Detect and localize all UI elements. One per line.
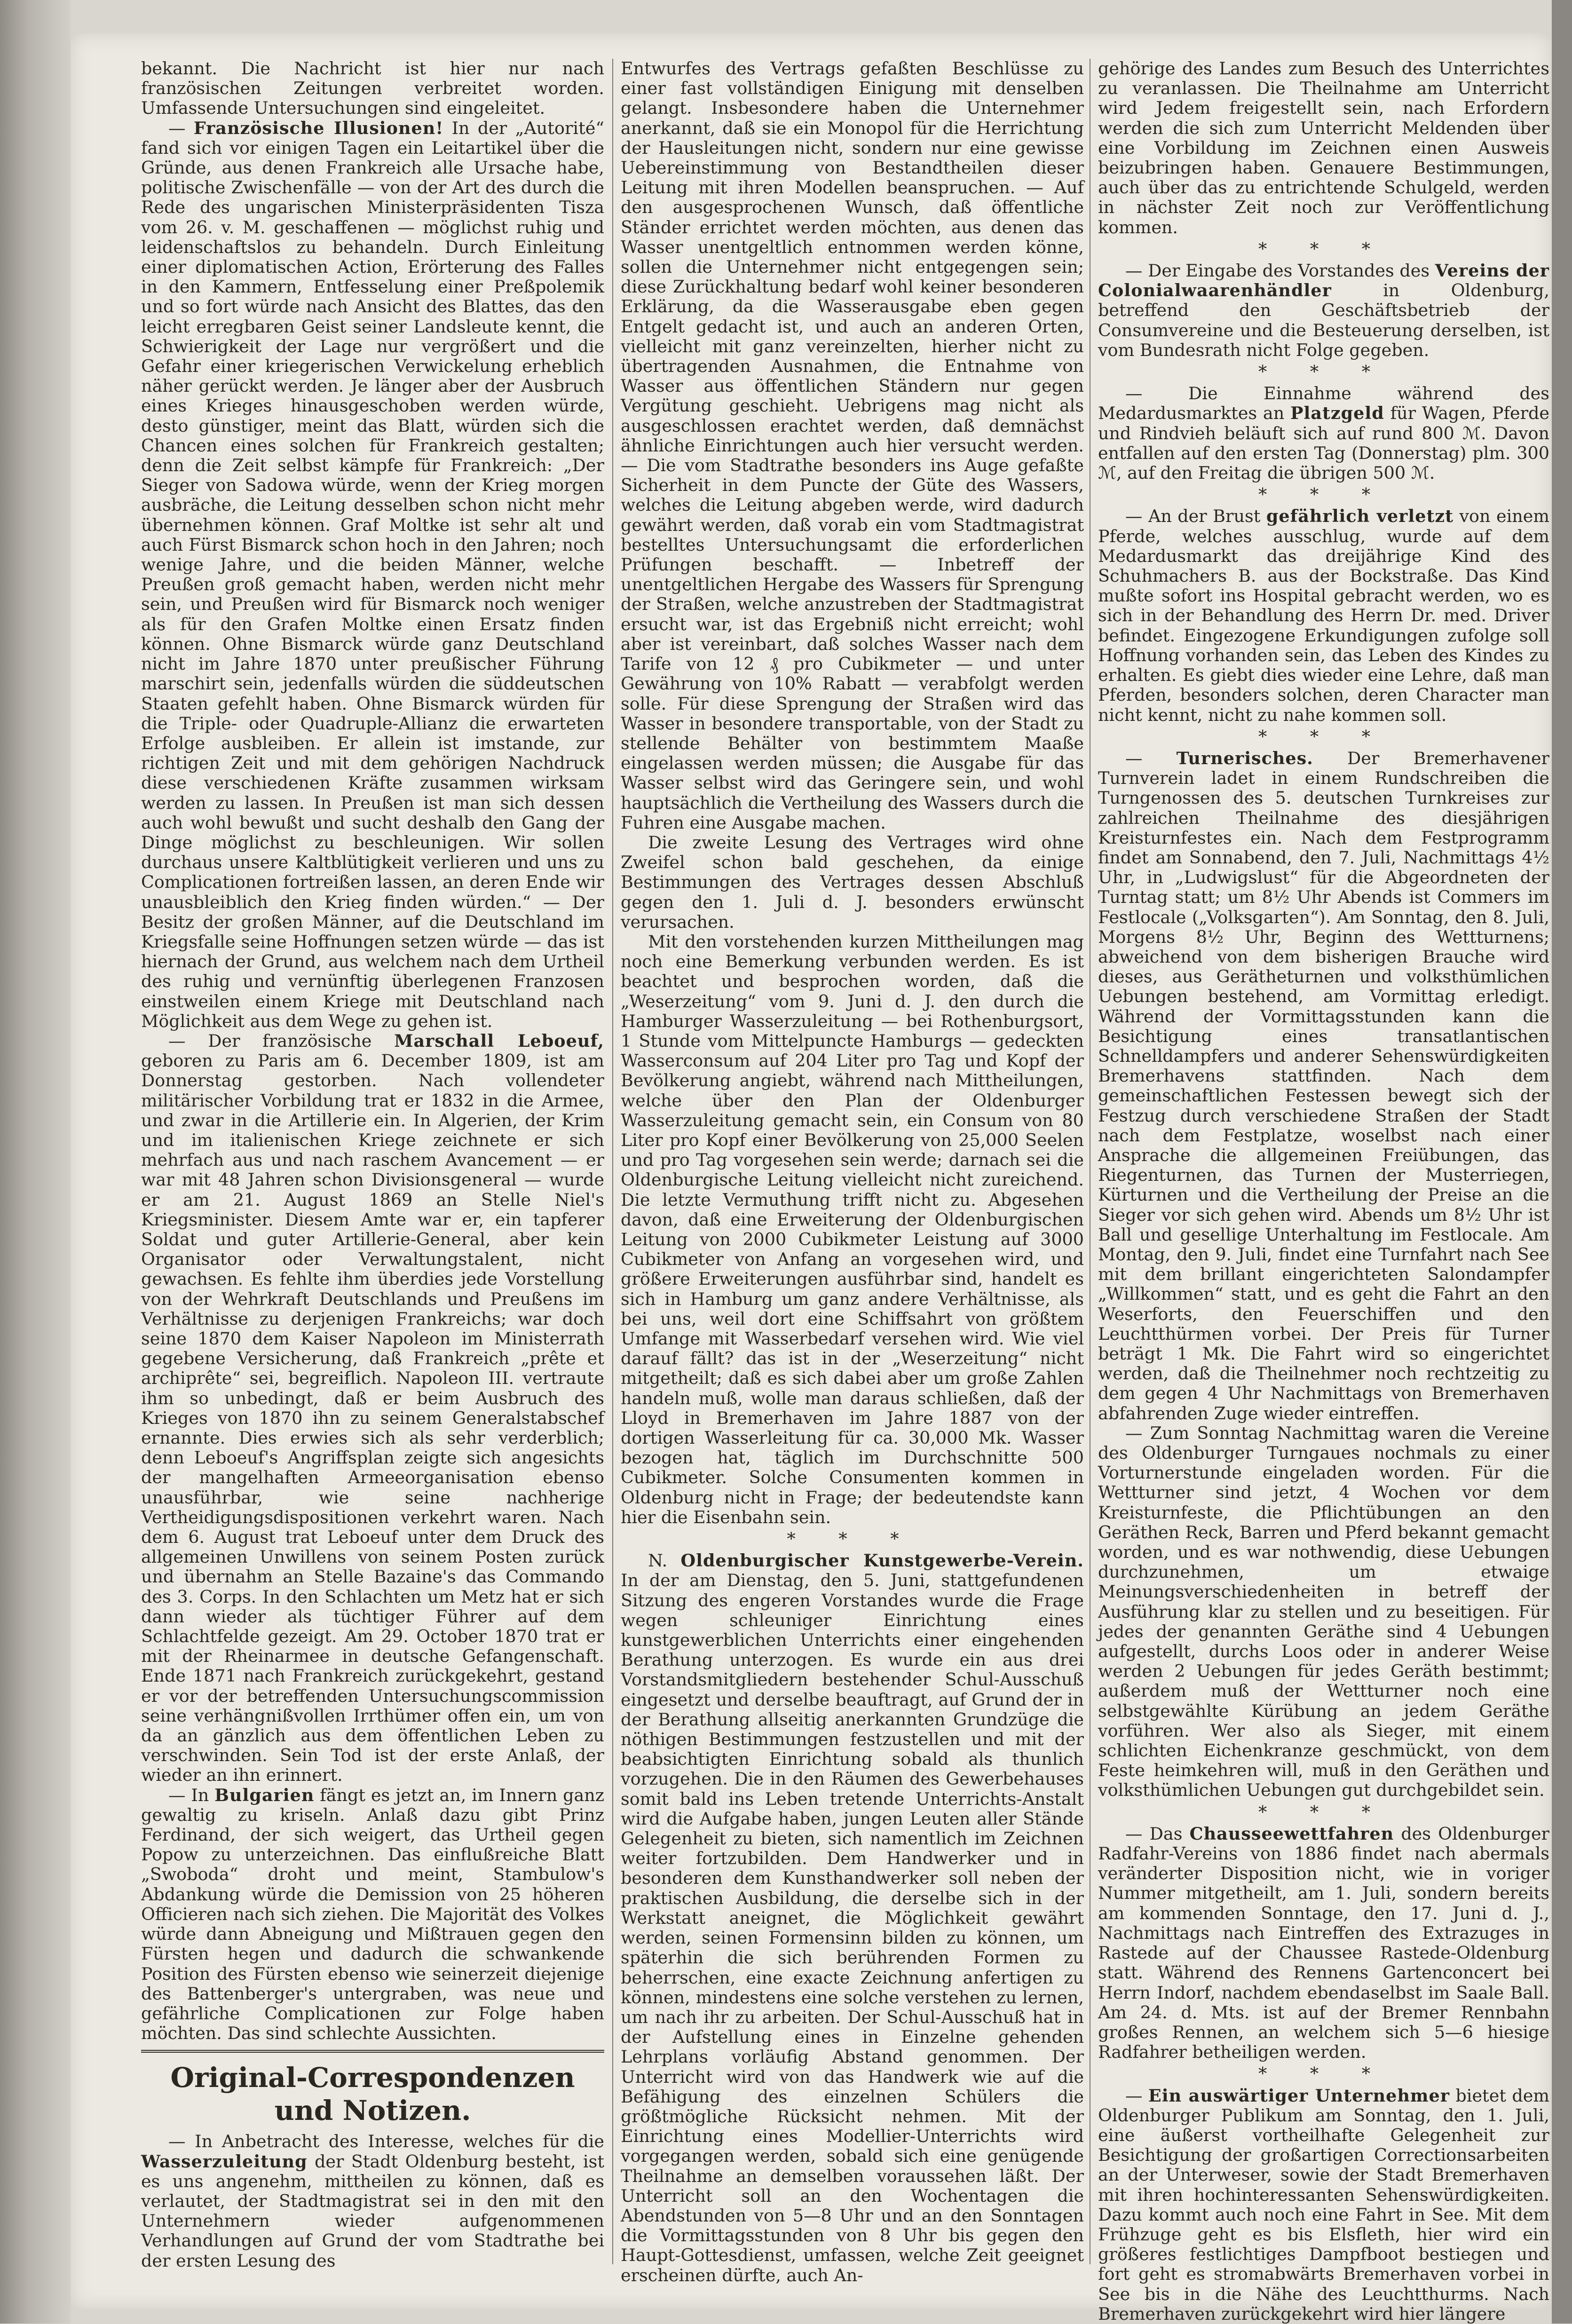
article-text: In der am Dienstag, den 5. Juni, stattgefundenen Sitzung des engeren Vorstandes wurde die Frage wegen schleuniger Einrichtung eines kunstgewerblichen Unterrichts einer eingehenden Berathung unterzogen. Es wurde ein aus drei Vorstandsmitgliedern bestehender Schul-Ausschuß eingesetzt und derselbe beauftragt, auf Grund der in der Berathung allseitig anerkannten Grundzüge die nöthigen Bestimmungen festzustellen und mit der beabsichtigten Einrichtung sobald als thunlich vorzugehen. Die in den Räumen des Gewerbehauses somit bald ins Leben tretende Unterrichts-Anstalt wird die Aufgabe haben, jungen Leuten aller Stände Gelegenheit zu bieten, sich namentlich im Zeichnen weiter fortzubilden. Dem Handwerker und in besonderen dem Kunsthandwerker soll neben der praktischen Ausbildung, die derselbe sich in der Werkstatt aneignet, die Möglichkeit gewährt werden, seinen Formensinn bilden zu können, um späterhin die sich berührenden Formen zu beherrschen, eine exacte Zeichnung anfertigen zu können, mindestens eine solche verstehen zu lernen, um nach ihr zu arbeiten. Der Schul-Ausschuß hat in der Aufstellung eines in Einzelne gehenden Lehrplans vorläufig Abstand genommen. Der Unterricht wird von das Handwerk wie auf die Befähigung des einzelnen Schülers die größtmögliche Rücksicht nehmen. Mit der Einrichtung eines Modellier-Unterrichts wird vorgegangen werden, sobald sich eine genügende Theilnahme an demselben voraussehen läßt. Der Unterricht soll an den Wochentagen die Abendstunden von 5—8 Uhr und an den Sonntagen die Vormittagsstunden von 8 Uhr bis gegen den Haupt-Gottesdienst, umfassen, welche Zeit geeignet erscheinen dürfte, auch An- [621,1570,1084,2285]
column-1 [141,58,604,2271]
article-text: In der „Autorité“ fand sich vor einigen Tagen ein Leitartikel über die Gründe, aus denen Frankreich alle Ursache habe, politische Zwischenfälle — von der Art des durch die Rede des ungarischen Ministerpräsidenten Tisza vom 26. v. M. geschaffenen — möglichst ruhig und leidenschaftslos zu behandeln. Durch Einleitung einer diplomatischen Action, Erörterung des Falles in den Kammern, Entfesselung einer Preßpolemik und so fort würde nach Ansicht des Blattes, das den leicht erregbaren Geist seiner Landsleute kennt, die Schwierigkeit der Lage nur vergrößert und die Gefahr einer kriegerischen Verwickelung erheblich näher gerückt werden. Je länger aber der Ausbruch eines Krieges hinausgeschoben werden würde, desto günstiger, meint das Blatt, würden sich die Chancen eines solchen für Frankreich gestalten; denn die Zeit selbst kämpfe für Frankreich: „Der Sieger von Sadowa würde, wenn der Krieg morgen ausbräche, die Leitung desselben schon nicht mehr übernehmen können. Graf Moltke ist sehr alt und auch Fürst Bismarck schon hoch in den Jahren; noch wenige Jahre, und die beiden Männer, welche Preußen groß gemacht haben, werden nicht mehr sein, und Preußen wird für Bismarck noch weniger als für den Grafen Moltke einen Ersatz finden können. Ohne Bismarck würde ganz Deutschland nicht im Jahre 1870 unter preußischer Führung marschirt sein, jedenfalls würden die süddeutschen Staaten gefehlt haben. Ohne Bismarck würden für die Triple- oder Quadruple-Allianz die erwarteten Erfolge ausbleiben. Er allein ist imstande, zur richtigen Zeit und mit dem gehörigen Nachdruck diese verschiedenen Kräfte zusammen wirksam werden zu lassen. In Preußen ist man sich dessen auch wohl bewußt und sucht deshalb den Gang der Dinge möglichst zu beschleunigen. Wir sollen durchaus unsere Kaltblütigkeit verlieren und uns zu Complicationen fortreißen lassen, an deren Ende wir unausbleiblich den Krieg finden würden.“ — Der Besitz der großen Männer, auf die Deutschland im Kriegsfalle seine Hoffnungen setzen würde — das ist hiernach der Grund, aus welchem nach dem Urtheil des ruhig und vernünftig überlegenen Franzosen einstweilen einem Kriege mit Deutschland nach Möglichkeit aus dem Wege zu gehen ist. [141,118,604,1031]
book-binding-edge [0,0,71,2324]
article-text: Entwurfes des Vertrags gefaßten Beschlüsse zu einer fast vollständigen Einigung mit denselben gelangt. Insbesondere haben die Unternehmer anerkannt, daß sie ein Monopol für die Herrichtung der Hausleitungen nicht, sondern nur eine gewisse Uebereinstimmung von Bestandtheilen dieser Leitung mit ihren Modellen beanspruchen. — Auf den ausgesprochenen Wunsch, daß öffentliche Ständer errichtet werden möchten, aus denen das Wasser unentgeltlich entnommen werden könne, sollen die Unternehmer nicht entgegengen sein; diese Zurückhaltung bedarf wohl keiner besonderen Erklärung, da die Wasserausgabe eben gegen Entgelt gedacht ist, und auch an anderen Orten, vielleicht mit ganz vereinzelten, hierher nicht zu übertragenden Ausnahmen, die Entnahme von Wasser aus öffentlichen Ständern nur gegen Vergütung geschieht. Uebrigens mag nicht als ausgeschlossen erachtet werden, daß demnächst ähnliche Einrichtungen auch hier versucht werden. — Die vom Stadtrathe besonders ins Auge gefaßte Sicherheit in dem Puncte der Güte des Wassers, welches die Leitung abgeben werde, wird dadurch gewährt werden, daß vorab ein vom Stadtmagistrat bestelltes Untersuchungsamt die erforderlichen Prüfungen beschafft. — Inbetreff der unentgeltlichen Hergabe des Wassers für Sprengung der Straßen, welche anzustreben der Stadtmagistrat ersucht war, ist das Ergebniß nicht erreicht; wohl aber ist vereinbart, daß solches Wasser nach dem Tarife von 12 ₰ pro Cubikmeter — und unter Gewährung von 10% Rabatt — verabfolgt werden solle. Für diese Sprengung der Straßen wird das Wasser in besondere transportable, von der Stadt zu stellende Behälter von bestimmtem Maaße eingelassen werden müssen; die Ausgabe für das Wasser selbst wird das Geringere sein, und wohl hauptsächlich die Vertheilung des Wassers durch die Fuhren eine Ausgabe machen. [621,58,1084,833]
article-cycling-race [1098,1824,1549,2062]
separator-stars: * * * [1258,238,1389,259]
article-text: von einem Pferde, welches ausschlug, wurde auf dem Medardusmarkt das dreijährige Kind des Schuhmachers B. aus der Bockstraße. Das Kind mußte sofort ins Hospital gebracht werden, wo es sich in der Behandlung des Herrn Dr. med. Driver befindet. Eingezogene Erkundigungen zufolge soll Hoffnung vorhanden sein, das Leben des Kindes zu erhalten. Es giebt dies wieder eine Lehre, daß man Pferden, besonders solchen, deren Character man nicht kennt, nicht zu nahe kommen soll. [1098,506,1549,725]
article-keyword: Platzgeld [1290,403,1384,424]
article-text: Die zweite Lesung des Vertrages wird ohne Zweifel schon bald geschehen, da einige Bestimmungen des Vertrages dessen Abschluß gegen den 1. Juli d. J. besonders erwünscht verursachen. [621,832,1084,932]
article-gymnastics [1098,749,1549,1423]
article-text: Der Bremerhavener Turnverein ladet in einem Rundschreiben die Turngenossen des 5. deutschen Turnkreises zur zahlreichen Theilnahme des diesjährigen Kreisturnfestes ein. Nach dem Festprogramm findet am Sonnabend, den 7. Juli, Nachmittags 4½ Uhr, in „Ludwigslust“ für die Abgeordneten der Turntag statt; um 8½ Uhr Abends ist Commers im Festlocale („Volksgarten“). Am Sonntag, den 8. Juli, Morgens 8½ Uhr, Beginn des Wettturnens; abweichend von dem bisherigen Brauche wird dieses, aus Gerätheturnen und volksthümlichen Uebungen bestehend, am Vormittag erledigt. Während der Vormittagsstunden kann die Besichtigung eines transatlantischen Schnelldampfers und anderer Sehenswürdigkeiten Bremerhavens stattfinden. Nach dem gemeinschaftlichen Festessen bewegt sich der Festzug durch verschiedene Straßen der Stadt nach dem Festplatze, woselbst nach einer Ansprache die allgemeinen Freiübungen, das Riegenturnen, das Turnen der Musterriegen, Kürturnen und die Vertheilung der Preise an die Sieger vor sich gehen wird. Abends um 8½ Uhr ist Ball und gesellige Unterhaltung im Festlocale. Am Montag, den 9. Juli, findet eine Turnfahrt nach See mit dem brillant eingerichteten Salondampfer „Willkommen“ statt, und es geht die Fahrt an den Weserforts, den Feuerschiffen und den Leuchtthürmen vorbei. Der Preis für Turner beträgt 1 Mk. Die Fahrt wird so eingerichtet werden, daß die Theilnehmer noch rechtzeitig zu dem gegen 4 Uhr Nachmittags von Bremerhaven abfahrenden Zuge wieder eintreffen. [1098,748,1549,1423]
article-kunstgewerbe-verein [621,1551,1084,2285]
article-text: — [1125,2085,1148,2106]
article-text: in Oldenburg, betreffend den Geschäftsbetrieb der Consumvereine und die Besteuerung derselben, ist vom Bundesrath nicht Folge gegeben. [1098,280,1549,360]
article-injury [1098,506,1549,725]
article-water-supply [141,2132,604,2270]
article-keyword: Oldenburgischer Kunstgewerbe-Verein. [680,1550,1084,1571]
article-text: Mit den vorstehenden kurzen Mittheilungen mag noch eine Bemerkung verbunden werden. Es ist beachtet und besprochen worden, daß die „Weserzeitung“ vom 9. Juni d. J. den durch die Hamburger Wasserzuleitung — bei Rothenburgsort, 1 Stunde vom Mittelpuncte Hamburgs — gedeckten Wasserconsum auf 204 Liter pro Tag und Kopf der Bevölkerung angiebt, während nach Mittheilungen, welche über den Plan der Oldenburger Wasserzuleitung gemacht sein, ein Consum von 80 Liter pro Kopf einer Bevölkerung von 25,000 Seelen und pro Tag vorgesehen sein werde; darnach sei die Oldenburgische Leitung vielleicht nicht zureichend. Die letzte Vermuthung trifft nicht zu. Abgesehen davon, daß eine Erweiterung der Oldenburgischen Leitung von 2000 Cubikmeter Leistung auf 3000 Cubikmeter von Anfang an vorgesehen wird, und größere Erweiterungen ausführbar sind, handelt es sich in Hamburg um ganz andere Verhältnisse, als bei uns, weil dort eine Schiffsahrt von größtem Umfange mit Wasserbedarf versehen wird. Wie viel darauf fällt? das ist in der „Weserzeitung“ nicht mitgetheilt; daß es sich dabei aber um große Zahlen handeln muß, wolle man daraus schließen, daß der Lloyd in Bremerhaven im Jahre 1887 von der dortigen Wasserleitung für ca. 30,000 Mk. Wasser bezogen hat, täglich im Durchschnitte 500 Cubikmeter. Solche Consumenten kommen in Oldenburg nicht in Frage; der bedeutendste kann hier die Eisenbahn sein. [621,931,1084,1527]
separator-stars: * * * [1258,2063,1389,2084]
article-text: fängt es jetzt an, im Innern ganz gewaltig zu kriseln. Anlaß dazu gibt Prinz Ferdinand, der sich weigert, das Urtheil gegen Popow zu unterzeichnen. Das einflußreiche Blatt „Swoboda“ droht und meint, Stambulow's Abdankung würde die Demission von 25 höheren Officieren nach sich ziehen. Die Majorität des Volkes würde dann Abneigung und Mißtrauen gegen den Fürsten hegen und dadurch die schwankende Position des Fürsten ebenso wie seinerzeit diejenige des Battenberger's untergraben, was neue und gefährliche Complicationen zur Folge haben möchten. Das sind schlechte Aussichten. [141,1785,604,2044]
article-text: — In [168,1785,215,1805]
article-colonial-traders [1098,261,1549,360]
article-text: — Zum Sonntag Nachmittag waren die Vereine des Oldenburger Turngaues nochmals zu einer Vorturnerstunde eingeladen worden. Für die Wettturner sind jetzt, 4 Wochen vor dem Kreisturnfeste, die Pflichtübungen an den Geräthen Reck, Barren und Pferd bekannt gemacht worden, und es war nothwendig, diese Uebungen durchzunehmen, um etwaige Meinungsverschiedenheiten in betreff der Ausführung klar zu stellen und zu beseitigen. Für jedes der genannten Geräthe sind 4 Uebungen aufgestellt, durchs Loos oder in anderer Weise werden 2 Uebungen für jedes Geräth bestimmt; außerdem muß der Wettturner noch eine selbstgewählte Kürübung an jedem Geräthe vorführen. Wer also als Sieger, mit einem schlichten Eichenkranze geschmückt, von dem Feste heimkehren will, muß in den Geräthen und volksthümlichen Uebungen gut durchgebildet sein. [1098,1423,1549,1801]
article-text: — In Anbetracht des Interesse, welches für die [168,2131,604,2152]
article-text: — Der Eingabe des Vorstandes des [1125,261,1435,281]
article-text: bekannt. Die Nachricht ist hier nur nach französischen Zeitungen verbreitet worden. Umfassende Untersuchungen sind eingeleitet. [141,58,604,119]
article-text: — An der Brust [1125,506,1266,527]
separator-stars: * * * [1258,1802,1389,1822]
separator-stars: * * * [1258,362,1389,382]
separator-stars: * * * [787,1529,918,1549]
article-text: der Stadt Oldenburg besteht, ist es uns angenehm, mittheilen zu können, daß es verlautet, der Stadtmagistrat sei in den mit den Unternehmern wieder aufgenommenen Verhandlungen auf Grund der vom Stadtrathe bei der ersten Lesung des [141,2151,604,2271]
article-keyword: Chausseewettfahren [1189,1823,1394,1844]
section-title: Original-Correspondenzen und Notizen. [141,2050,604,2127]
article-keyword: Ein auswärtiger Unternehmer [1148,2085,1450,2106]
article-bulgaria [141,1786,604,2044]
separator-stars: * * * [1258,484,1389,505]
article-keyword: gefährlich verletzt [1266,506,1454,527]
article-text: — Die Einnahme während des Medardusmarktes an [1098,383,1549,424]
article-text: des Oldenburger Radfahr-Vereins von 1886 findet nach abermals veränderter Disposition nicht, wie in voriger Nummer mitgetheilt, am 1. Juli, sondern bereits am kommenden Sonntage, den 17. Juni d. J., Nachmittags nach Eintreffen des Extrazuges in Rastede auf der Chaussee Rastede-Oldenburg statt. Während des Rennens Gartenconcert bei Herrn Indorf, nachdem ebendaselbst im Saale Ball. Am 24. d. Mts. ist auf der Bremer Rennbahn großes Rennen, an welchem sich 5—6 hiesige Radfahrer betheiligen werden. [1098,1823,1549,2063]
article-text: — Das [1125,1823,1190,1844]
article-text: für Wagen, Pferde und Rindvieh beläuft sich auf rund 800 ℳ. Davon entfallen auf den ersten Tag (Donnerstag) plm. 300 ℳ, auf den Freitag die übrigen 500 ℳ. [1098,403,1549,483]
article-text: bietet dem Oldenburger Publikum am Sonntag, den 1. Juli, eine äußerst vortheilhafte Gelegenheit zur Besichtigung der großartigen Correctionsarbeiten an der Unterweser, sowie der Stadt Bremerhaven mit ihren hochinteressanten Sehenswürdigkeiten. Dazu kommt auch noch eine Fahrt in See. Mit dem Frühzuge geht es bis Elsfleth, hier wird ein größeres festlichtiges Dampfboot bestiegen und fort geht es stromabwärts Bremerhaven vorbei in See bis in die Nähe des Leuchtthurms. Nach Bremerhaven zurückgekehrt wird hier längere [1098,2085,1549,2324]
article-keyword: Französische Illusionen! [193,118,444,138]
article-marshal-leboeuf [141,1031,604,1786]
column-2 [621,58,1084,2285]
article-market-fees [1098,384,1549,483]
separator-stars: * * * [1258,726,1389,747]
article-keyword: Bulgarien [214,1785,315,1805]
article-text: geboren zu Paris am 6. December 1809, ist am Donnerstag gestorben. Nach vollendeter militärischer Vorbildung trat er 1832 in die Armee, und zwar in die Artillerie ein. In Algerien, der Krim und im italienischen Kriege zeichnete er sich mehrfach aus und nach raschem Avancement — er war mit 48 Jahren schon Divisionsgeneral — wurde er am 21. August 1869 an Stelle Niel's Kriegsminister. Diesem Amte war er, ein tapferer Soldat und guter Artillerie-General, aber kein Organisator oder Verwaltungstalent, nicht gewachsen. Es fehlte ihm überdies jede Vorstellung von der Wehrkraft Deutschlands und Preußens im Verhältnisse zu derjenigen Frankreichs; war doch seine 1870 dem Kaiser Napoleon im Ministerrath gegebene Versicherung, daß Frankreich „prête et archiprête“ sei, begreiflich. Napoleon III. vertraute ihm so unbedingt, daß er beim Ausbruch des Krieges von 1870 ihn zu seinem Generalstabschef ernannte. Dies erwies sich als sehr verderblich; denn Leboeuf's Angriffsplan zeigte sich angesichts der mangelhaften Armeeorganisation ebenso unausführbar, wie seine nachherige Vertheidigungsdispositionen verkehrt waren. Nach dem 6. August trat Leboeuf unter dem Druck des allgemeinen Unwillens von seinem Posten zurück und übernahm an Stelle Bazaine's das Commando des 3. Corps. In den Schlachten um Metz hat er sich dann wieder als tüchtiger Führer auf dem Schlachtfelde gezeigt. Am 29. October 1870 trat er mit der Rheinarmee in deutsche Gefangenschaft. Ende 1871 nach Frankreich zurückgekehrt, gestand er vor der betreffenden Untersuchungscommission seine verhängnißvollen Irrthümer offen ein, um von da an gänzlich aus dem öffentlichen Leben zu verschwinden. Sein Tod ist der erste Anlaß, der wieder an ihn erinnert. [141,1051,604,1786]
article-keyword: Marschall Leboeuf, [394,1030,604,1051]
article-text: — Der französische [168,1030,395,1051]
article-keyword: Vereins der Colonialwaarenhändler [1098,261,1549,301]
article-keyword: Turnerisches. [1176,748,1313,768]
article-text: — [1125,748,1177,768]
column-rule-1 [612,59,613,2264]
article-text: N. [648,1550,681,1571]
article-french-illusions: — Französische Illusionen! In der „Autorité“ fand sich vor einigen Tagen ein Leitartikel über die Gründe, aus denen Frankreich alle Ursache habe, politische Zwischenfälle — von der Art des durch die Rede des ungarischen Ministerpräsidenten Tisza vom 26. v. M. geschaffenen — möglichst ruhig und leidenschaftslos zu behandeln. Durch Einleitung einer diplomatischen Action, Erörterung des Falles in den Kammern, Entfesselung einer Preßpolemik und so fort würde nach Ansicht des Blattes, das den leicht erregbaren Geist seiner Landsleute kennt, die Schwierigkeit der Lage nur vergrößert und die Gefahr einer kriegerischen Verwickelung erheblich näher gerückt werden. Je länger aber der Ausbruch eines Krieges hinausgeschoben werden würde, desto günstiger, meint das Blatt, würden sich die Chancen eines solchen für Frankreich gestalten; denn die Zeit selbst kämpfe für Frankreich: „Der Sieger von Sadowa würde, wenn der Krieg morgen ausbräche, die Leitung desselben schon nicht mehr übernehmen können. Graf Moltke ist sehr alt und auch Fürst Bismarck schon hoch in den Jahren; noch wenige Jahre, und die beiden Männer, welche Preußen groß gemacht haben, werden nicht mehr sein, und Preußen wird für Bismarck noch weniger als für den Grafen Moltke einen Ersatz finden können. Ohne Bismarck würde ganz Deutschland nicht im Jahre 1870 unter preußischer Führung marschirt sein, jedenfalls würden die süddeutschen Staaten gefehlt haben. Ohne Bismarck würden für die Triple- oder Quadruple-Allianz die erwarteten Erfolge ausbleiben. Er allein ist imstande, zur richtigen Zeit und mit dem gehörigen Nachdruck diese verschiedenen Kräfte zusammen wirksam werden zu lassen. In Preußen ist man sich dessen auch wohl bewußt und sucht deshalb den Gang der Dinge möglichst zu beschleunigen. Wir sollen durchaus unsere Kaltblütigkeit verlieren und uns zu Complicationen fortreißen lassen, an deren Ende wir unausbleiblich den Krieg finden würden.“ — Der Besitz der großen Männer, auf die Deutschland im Kriegsfalle seine Hoffnungen setzen würde — das ist hiernach der Grund, aus welchem nach dem Urtheil des ruhig und vernünftig überlegenen Franzosen einstweilen einem Kriege mit Deutschland nach Möglichkeit aus dem Wege zu gehen ist. [141,118,604,1031]
article-text: gehörige des Landes zum Besuch des Unterrichtes zu veranlassen. Die Theilnahme am Unterricht wird Jedem freigestellt sein, nach Erfordern werden die sich zum Unterricht Meldenden über eine Vorbildung im Zeichnen einen Ausweis beizubringen haben. Genauere Bestimmungen, auch über das zu entrichtende Schulgeld, werden in nächster Zeit noch zur Veröffentlichung kommen. [1098,58,1549,237]
column-3 [1098,58,1549,2324]
article-keyword: Wasserzuleitung [141,2151,308,2172]
scan-right-edge [1552,0,1572,2324]
article-excursion [1098,2086,1549,2324]
